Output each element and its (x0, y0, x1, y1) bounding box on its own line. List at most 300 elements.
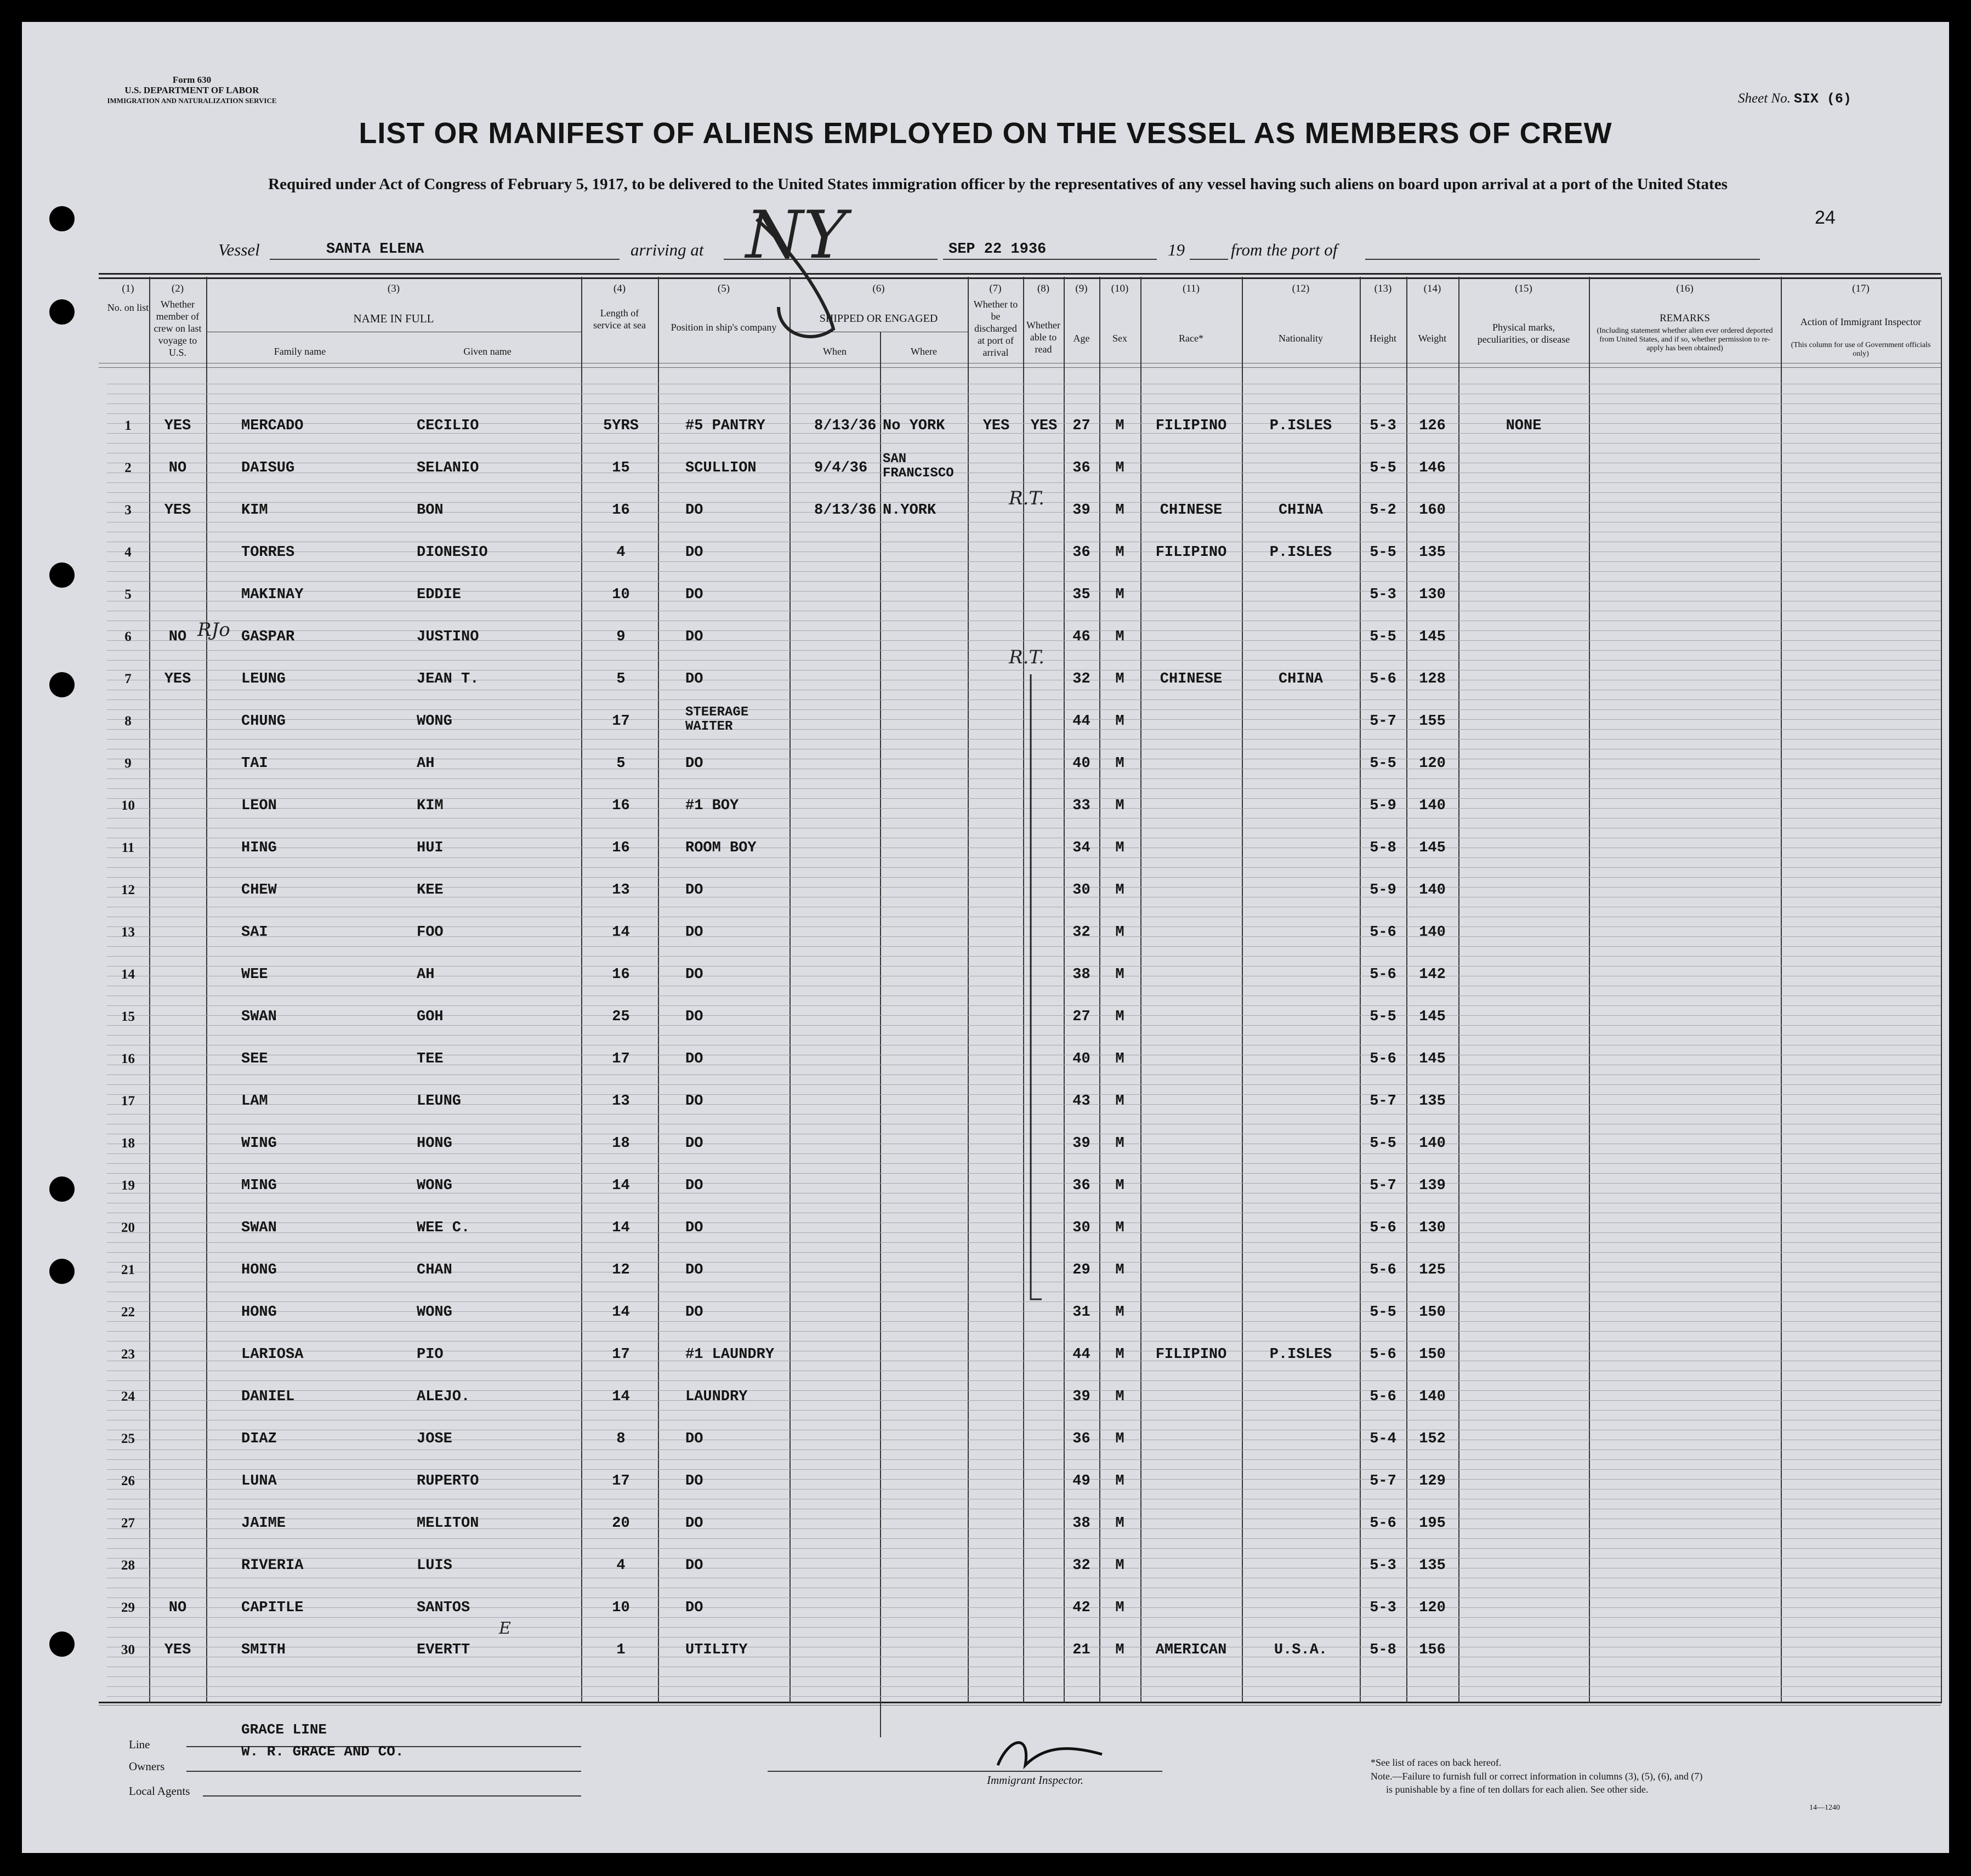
height-cell: 5-7 (1370, 1093, 1396, 1110)
age-cell: 49 (1072, 1473, 1090, 1490)
height-cell: 5-8 (1370, 840, 1396, 856)
race-cell: FILIPINO (1155, 544, 1227, 561)
penalty-note-1: Note.—Failure to furnish full or correct information in columns (3), (5), (6), and (7) (1371, 1771, 1703, 1782)
sex-cell: M (1115, 967, 1124, 983)
service-length-cell: 14 (612, 1220, 630, 1236)
col-num-4: (4) (613, 283, 626, 294)
row-number: 15 (121, 1009, 135, 1024)
family-name-cell: CHUNG (241, 713, 286, 730)
row-number: 10 (121, 798, 135, 813)
service-length-cell: 5YRS (603, 418, 639, 434)
nationality-cell: P.ISLES (1269, 1346, 1332, 1363)
service-length-cell: 14 (612, 1304, 630, 1321)
row-number: 16 (121, 1051, 135, 1066)
last-voyage-cell: YES (164, 502, 191, 519)
family-name-cell: MERCADO (241, 418, 304, 434)
position-cell: SCULLION (685, 460, 757, 476)
position-cell: DO (685, 1473, 703, 1490)
shipped-when-cell: 8/13/36 (814, 418, 877, 434)
header-nationality: Nationality (1279, 333, 1323, 344)
family-name-cell: HONG (241, 1304, 277, 1321)
weight-cell: 140 (1419, 1389, 1446, 1405)
age-cell: 35 (1072, 587, 1090, 603)
col-num-10: (10) (1111, 283, 1129, 294)
given-name-cell: BON (417, 502, 444, 519)
shipped-where-cell: No YORK (883, 418, 945, 434)
penalty-note-2: is punishable by a fine of ten dollars for each alien. See other side. (1386, 1784, 1649, 1795)
position-cell: DO (685, 629, 703, 645)
family-name-cell: DAISUG (241, 460, 295, 476)
header-shipped-or-engaged: SHIPPED OR ENGAGED (819, 312, 938, 325)
row-number: 17 (121, 1094, 135, 1108)
height-cell: 5-6 (1370, 671, 1396, 687)
weight-cell: 135 (1419, 1557, 1446, 1574)
header-age: Age (1073, 333, 1090, 344)
family-name-cell: SMITH (241, 1642, 286, 1658)
sheet-label: Sheet No. (1738, 91, 1791, 106)
age-cell: 42 (1072, 1600, 1090, 1616)
sex-cell: M (1115, 629, 1124, 645)
height-cell: 5-3 (1370, 418, 1396, 434)
races-note: *See list of races on back hereof. (1371, 1757, 1502, 1768)
page-title: LIST OR MANIFEST OF ALIENS EMPLOYED ON THE VESSEL AS MEMBERS OF CREW (359, 117, 1612, 150)
header-no-on-list: No. on list (107, 302, 149, 313)
row-number: 9 (124, 756, 132, 771)
given-name-cell: HONG (417, 1135, 452, 1152)
given-name-cell: SELANIO (417, 460, 479, 476)
weight-cell: 150 (1419, 1304, 1446, 1321)
vessel-name: SANTA ELENA (326, 241, 424, 258)
given-name-cell: SANTOS (417, 1600, 470, 1616)
row-number: 6 (124, 629, 132, 644)
age-cell: 30 (1072, 1220, 1090, 1236)
header-given-name: Given name (463, 346, 512, 357)
sex-cell: M (1115, 1009, 1124, 1025)
family-name-cell: HONG (241, 1262, 277, 1278)
age-cell: 40 (1072, 755, 1090, 772)
service-length-cell: 18 (612, 1135, 630, 1152)
given-name-cell: KIM (417, 798, 444, 814)
row-number: 27 (121, 1516, 135, 1531)
year-label: 19 (1168, 240, 1185, 259)
from-port-label: from the port of (1231, 240, 1338, 259)
age-cell: 36 (1072, 544, 1090, 561)
col-num-12: (12) (1292, 283, 1310, 294)
physical-marks-cell: NONE (1506, 418, 1542, 434)
position-cell: DO (685, 1557, 703, 1574)
shipped-when-cell: 9/4/36 (814, 460, 868, 476)
position-cell: #1 BOY (685, 798, 739, 814)
header-sex: Sex (1112, 333, 1127, 344)
height-cell: 5-9 (1370, 798, 1396, 814)
family-name-cell: SEE (241, 1051, 268, 1067)
position-cell: DO (685, 1135, 703, 1152)
age-cell: 34 (1072, 840, 1090, 856)
given-name-cell: GOH (417, 1009, 444, 1025)
race-cell: FILIPINO (1155, 418, 1227, 434)
weight-cell: 139 (1419, 1178, 1446, 1194)
nationality-cell: CHINA (1278, 671, 1323, 687)
given-name-cell: WEE C. (417, 1220, 470, 1236)
position-cell: #5 PANTRY (685, 418, 765, 434)
age-cell: 32 (1072, 924, 1090, 941)
weight-cell: 120 (1419, 1600, 1446, 1616)
row-number: 30 (121, 1642, 135, 1657)
position-cell: DO (685, 502, 703, 519)
height-cell: 5-3 (1370, 587, 1396, 603)
given-name-cell: WONG (417, 713, 452, 730)
height-cell: 5-3 (1370, 1557, 1396, 1574)
position-cell: DO (685, 1093, 703, 1110)
sex-cell: M (1115, 502, 1124, 519)
height-cell: 5-5 (1370, 755, 1396, 772)
sex-cell: M (1115, 924, 1124, 941)
family-name-cell: LAM (241, 1093, 268, 1110)
line-value: GRACE LINE (241, 1721, 327, 1738)
last-voyage-cell: YES (164, 418, 191, 434)
service-length-cell: 13 (612, 882, 630, 899)
last-voyage-cell: YES (164, 671, 191, 687)
nationality-cell: CHINA (1278, 502, 1323, 519)
weight-cell: 129 (1419, 1473, 1446, 1490)
discharged-cell: YES (982, 418, 1010, 434)
service-length-cell: 14 (612, 924, 630, 941)
sex-cell: M (1115, 1515, 1124, 1532)
family-name-cell: DIAZ (241, 1431, 277, 1447)
col-num-8: (8) (1037, 283, 1050, 294)
height-cell: 5-6 (1370, 1262, 1396, 1278)
sex-cell: M (1115, 1304, 1124, 1321)
header-physical-marks: Physical marks, peculiarities, or disease (1477, 322, 1570, 345)
service-length-cell: 16 (612, 967, 630, 983)
family-name-cell: CAPITLE (241, 1600, 304, 1616)
weight-cell: 140 (1419, 924, 1446, 941)
given-name-cell: CECILIO (417, 418, 479, 434)
last-voyage-cell: NO (168, 1600, 187, 1616)
given-name-cell: AH (417, 755, 435, 772)
given-name-cell: LUIS (417, 1557, 452, 1574)
row-number: 2 (124, 461, 132, 475)
position-cell: DO (685, 967, 703, 983)
weight-cell: 156 (1419, 1642, 1446, 1658)
weight-cell: 145 (1419, 1009, 1446, 1025)
row-number: 13 (121, 925, 135, 940)
position-cell: UTILITY (685, 1642, 748, 1658)
sex-cell: M (1115, 544, 1124, 561)
height-cell: 5-5 (1370, 1304, 1396, 1321)
weight-cell: 140 (1419, 798, 1446, 814)
row-number: 25 (121, 1431, 135, 1446)
row-number: 5 (124, 587, 132, 602)
handwritten-initials: R.T. (1009, 487, 1044, 509)
age-cell: 43 (1072, 1093, 1090, 1110)
weight-cell: 145 (1419, 840, 1446, 856)
height-cell: 5-6 (1370, 1346, 1396, 1363)
sex-cell: M (1115, 1431, 1124, 1447)
given-name-cell: LEUNG (417, 1093, 462, 1110)
col-num-1: (1) (122, 283, 134, 294)
age-cell: 38 (1072, 1515, 1090, 1532)
weight-cell: 195 (1419, 1515, 1446, 1532)
given-name-cell: CHAN (417, 1262, 452, 1278)
family-name-cell: TORRES (241, 544, 295, 561)
col-num-9: (9) (1075, 283, 1088, 294)
given-name-cell: MELITON (417, 1515, 479, 1532)
row-number: 11 (121, 840, 135, 855)
age-cell: 39 (1072, 502, 1090, 519)
col-num-3: (3) (387, 283, 400, 294)
service-length-cell: 9 (616, 629, 626, 645)
family-name-cell: MAKINAY (241, 587, 304, 603)
age-cell: 44 (1072, 713, 1090, 730)
given-name-cell: ALEJO. (417, 1389, 470, 1405)
position-cell: ROOM BOY (685, 840, 757, 856)
row-number: 14 (121, 967, 135, 982)
position-cell: STEERAGE WAITER (685, 705, 749, 734)
row-number: 21 (121, 1263, 135, 1277)
height-cell: 5-5 (1370, 1009, 1396, 1025)
sex-cell: M (1115, 1178, 1124, 1194)
position-cell: DO (685, 755, 703, 772)
family-name-cell: LEUNG (241, 671, 286, 687)
header-last-voyage: Whether member of crew on last voyage to U.S. (154, 299, 202, 358)
given-name-cell: KEE (417, 882, 444, 899)
position-cell: DO (685, 1262, 703, 1278)
owners-label: Owners (129, 1760, 165, 1773)
nationality-cell: P.ISLES (1269, 418, 1332, 434)
header-inspector-action-detail: (This column for use of Government officials only) (1791, 341, 1931, 358)
col-num-15: (15) (1515, 283, 1532, 294)
given-name-cell: JUSTINO (417, 629, 479, 645)
shipped-where-cell: SAN FRANCISCO (883, 452, 954, 481)
height-cell: 5-2 (1370, 502, 1396, 519)
age-cell: 27 (1072, 1009, 1090, 1025)
age-cell: 33 (1072, 798, 1090, 814)
last-voyage-cell: NO (168, 629, 187, 645)
position-cell: #1 LAUNDRY (685, 1346, 775, 1363)
last-voyage-cell: YES (164, 1642, 191, 1658)
service-length-cell: 25 (612, 1009, 630, 1025)
position-cell: DO (685, 1600, 703, 1616)
sex-cell: M (1115, 587, 1124, 603)
weight-cell: 145 (1419, 1051, 1446, 1067)
family-name-cell: WEE (241, 967, 268, 983)
row-number: 24 (121, 1389, 135, 1404)
age-cell: 39 (1072, 1135, 1090, 1152)
age-cell: 32 (1072, 1557, 1090, 1574)
position-cell: DO (685, 587, 703, 603)
col-num-17: (17) (1852, 283, 1870, 294)
family-name-cell: MING (241, 1178, 277, 1194)
position-cell: LAUNDRY (685, 1389, 748, 1405)
position-cell: DO (685, 671, 703, 687)
given-name-cell: WONG (417, 1178, 452, 1194)
page-number: 24 (1815, 207, 1836, 228)
weight-cell: 160 (1419, 502, 1446, 519)
service-length-cell: 10 (612, 587, 630, 603)
age-cell: 44 (1072, 1346, 1090, 1363)
height-cell: 5-7 (1370, 1473, 1396, 1490)
age-cell: 27 (1072, 418, 1090, 434)
race-cell: CHINESE (1160, 671, 1223, 687)
family-name-cell: LARIOSA (241, 1346, 304, 1363)
age-cell: 36 (1072, 1178, 1090, 1194)
position-cell: DO (685, 1178, 703, 1194)
header-position: Position in ship's company (671, 322, 777, 333)
sex-cell: M (1115, 882, 1124, 899)
row-number: 22 (121, 1305, 135, 1320)
service-length-cell: 5 (616, 755, 626, 772)
sex-cell: M (1115, 671, 1124, 687)
given-name-cell: PIO (417, 1346, 444, 1363)
family-name-cell: SWAN (241, 1220, 277, 1236)
department-name: U.S. DEPARTMENT OF LABOR (124, 85, 259, 95)
family-name-cell: GASPAR (241, 629, 295, 645)
form-number: Form 630 (172, 75, 212, 85)
sex-cell: M (1115, 1346, 1124, 1363)
header-race: Race* (1179, 333, 1203, 344)
weight-cell: 155 (1419, 713, 1446, 730)
header-height: Height (1370, 333, 1396, 344)
handwritten-initials: R.T. (1009, 646, 1044, 668)
height-cell: 5-6 (1370, 1515, 1396, 1532)
height-cell: 5-9 (1370, 882, 1396, 899)
height-cell: 5-5 (1370, 629, 1396, 645)
given-name-cell: JOSE (417, 1431, 452, 1447)
age-cell: 38 (1072, 967, 1090, 983)
family-name-cell: DANIEL (241, 1389, 295, 1405)
height-cell: 5-6 (1370, 1051, 1396, 1067)
row-number: 3 (124, 503, 132, 518)
position-cell: DO (685, 1431, 703, 1447)
col-num-2: (2) (171, 283, 184, 294)
last-voyage-cell: NO (168, 460, 187, 476)
weight-cell: 128 (1419, 671, 1446, 687)
service-length-cell: 20 (612, 1515, 630, 1532)
position-cell: DO (685, 544, 703, 561)
height-cell: 5-5 (1370, 1135, 1396, 1152)
service-length-cell: 17 (612, 1473, 630, 1490)
service-length-cell: 14 (612, 1389, 630, 1405)
service-length-cell: 15 (612, 460, 630, 476)
service-length-cell: 16 (612, 798, 630, 814)
given-name-cell: HUI (417, 840, 444, 856)
given-name-cell: EVERTT (417, 1642, 470, 1658)
nationality-cell: P.ISLES (1269, 544, 1332, 561)
arriving-label: arriving at (631, 240, 704, 259)
sex-cell: M (1115, 1600, 1124, 1616)
service-length-cell: 17 (612, 1051, 630, 1067)
family-name-cell: CHEW (241, 882, 277, 899)
sex-cell: M (1115, 1473, 1124, 1490)
header-when: When (823, 346, 847, 357)
header-remarks-detail: (Including statement whether alien ever ordered deported from United States, and if so, whether permission to re-apply has been obtained) (1597, 327, 1773, 353)
col-num-14: (14) (1423, 283, 1441, 294)
service-length-cell: 8 (616, 1431, 626, 1447)
sex-cell: M (1115, 1389, 1124, 1405)
row-number: 8 (124, 714, 132, 729)
position-cell: DO (685, 882, 703, 899)
family-name-cell: SWAN (241, 1009, 277, 1025)
arriving-port-handwritten: NY (746, 197, 847, 274)
race-cell: AMERICAN (1155, 1642, 1227, 1658)
print-code: 14—1240 (1809, 1804, 1840, 1812)
nationality-cell: U.S.A. (1274, 1642, 1328, 1658)
given-name-cell: EDDIE (417, 587, 462, 603)
position-cell: DO (685, 1515, 703, 1532)
col-num-13: (13) (1374, 283, 1392, 294)
sex-cell: M (1115, 1135, 1124, 1152)
able-to-read-cell: YES (1030, 418, 1058, 434)
age-cell: 46 (1072, 629, 1090, 645)
weight-cell: 140 (1419, 1135, 1446, 1152)
inspector-label: Immigrant Inspector. (987, 1773, 1084, 1787)
given-name-cell: AH (417, 967, 435, 983)
row-number: 1 (124, 418, 132, 433)
header-remarks: REMARKS (1660, 312, 1710, 324)
weight-cell: 146 (1419, 460, 1446, 476)
age-cell: 31 (1072, 1304, 1090, 1321)
manifest-sheet (22, 22, 1949, 1853)
service-length-cell: 12 (612, 1262, 630, 1278)
row-number: 19 (121, 1178, 135, 1193)
local-agents-label: Local Agents (129, 1784, 190, 1798)
row-number: 23 (121, 1347, 135, 1362)
race-cell: FILIPINO (1155, 1346, 1227, 1363)
header-family-name: Family name (274, 346, 326, 357)
height-cell: 5-7 (1370, 713, 1396, 730)
weight-cell: 120 (1419, 755, 1446, 772)
weight-cell: 152 (1419, 1431, 1446, 1447)
height-cell: 5-7 (1370, 1178, 1396, 1194)
service-length-cell: 16 (612, 502, 630, 519)
height-cell: 5-6 (1370, 924, 1396, 941)
handwritten-correction: E (499, 1619, 511, 1638)
vessel-label: Vessel (218, 240, 260, 259)
height-cell: 5-6 (1370, 967, 1396, 983)
weight-cell: 126 (1419, 418, 1446, 434)
family-name-cell: SAI (241, 924, 268, 941)
family-name-cell: RIVERIA (241, 1557, 304, 1574)
header-name-in-full: NAME IN FULL (353, 312, 434, 325)
service-length-cell: 5 (616, 671, 626, 687)
age-cell: 39 (1072, 1389, 1090, 1405)
family-name-cell: LUNA (241, 1473, 277, 1490)
service-name: IMMIGRATION AND NATURALIZATION SERVICE (107, 96, 277, 105)
given-name-cell: TEE (417, 1051, 444, 1067)
row-number: 12 (121, 883, 135, 897)
height-cell: 5-8 (1370, 1642, 1396, 1658)
shipped-where-cell: N.YORK (883, 502, 936, 519)
family-name-cell: LEON (241, 798, 277, 814)
family-name-cell: TAI (241, 755, 268, 772)
weight-cell: 145 (1419, 629, 1446, 645)
header-length-of-service: Length of service at sea (593, 308, 646, 331)
position-cell: DO (685, 1051, 703, 1067)
line-label: Line (129, 1738, 150, 1751)
height-cell: 5-5 (1370, 460, 1396, 476)
sheet-value: SIX (6) (1793, 91, 1851, 107)
age-cell: 32 (1072, 671, 1090, 687)
sex-cell: M (1115, 460, 1124, 476)
owners-value: W. R. GRACE AND CO. (241, 1743, 404, 1760)
age-cell: 36 (1072, 460, 1090, 476)
age-cell: 30 (1072, 882, 1090, 899)
col-num-11: (11) (1183, 283, 1200, 294)
discharge-bracket-line (1031, 674, 1042, 1299)
row-number: 26 (121, 1474, 135, 1488)
service-length-cell: 13 (612, 1093, 630, 1110)
